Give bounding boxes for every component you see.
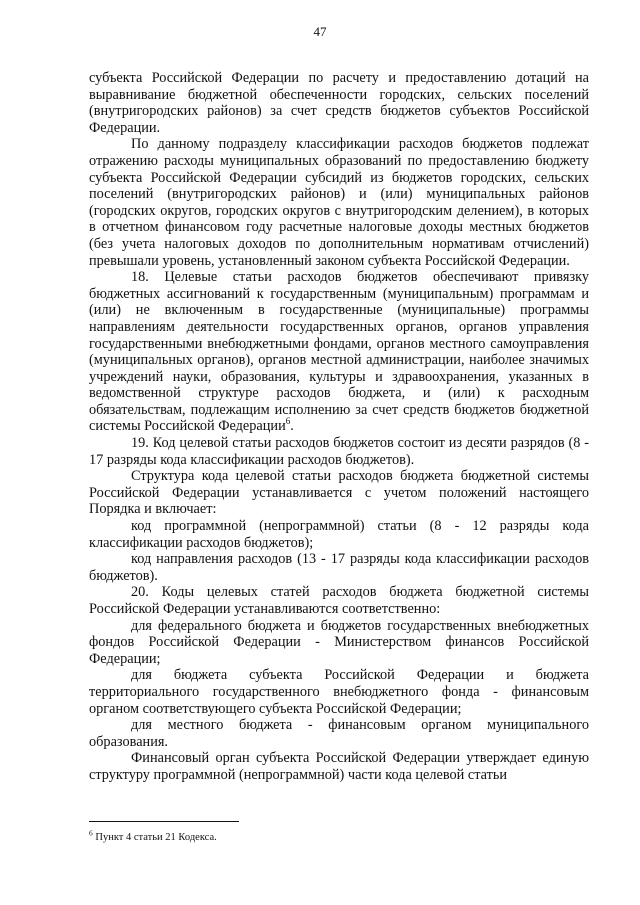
paragraph: код направления расходов (13 - 17 разряды кода классификации расходов бюджетов). — [89, 551, 589, 584]
paragraph: код программной (непрограммной) статьи (8 - 12 разряды кода классификации расходов бюджетов); — [89, 518, 589, 551]
paragraph: для федерального бюджета и бюджетов государственных внебюджетных фондов Российской Федерации - Министерством финансов Российской Федерации; — [89, 617, 589, 667]
paragraph: для бюджета субъекта Российской Федерации и бюджета территориального государственного внебюджетного фонда - финансовым органом соответствующего субъекта Российской Федерации; — [89, 667, 589, 717]
footnote — [89, 828, 589, 844]
footnote-text: Пункт 4 статьи 21 Кодекса. — [92, 832, 217, 843]
paragraph: По данному подразделу классификации расходов бюджетов подлежат отражению расходы муниципальных образований по предоставлению бюджету субъекта Российской Федерации субсидий из бюджетов городских, сельских поселений (внутригородских районов) и (или) муниципальных районов (городских округов, городских округов с внутригородским делением), в которых в отчетном финансовом году расчетные налоговые доходы местных бюджетов (без учета налоговых доходов по дополнительным нормативам отчислений) превышали уровень, установленный законом субъекта Российской Федерации. — [89, 136, 589, 269]
page-number: 47 — [313, 24, 327, 39]
footnote-divider — [89, 821, 239, 822]
paragraph: 18. Целевые статьи расходов бюджетов обеспечивают привязку бюджетных ассигнований к государственным (муниципальным) программам и (или) не включенным в государственные (муниципальные) программы направлениям деятельности государственных органов, органов управления государственными внебюджетными фондами, органов местного самоуправления (муниципальных органов), органов местной администрации, наиболее значимых учреждений науки, образования, культуры и здравоохранения, указанных в ведомственной структуре расходов бюджета, и (или) к расходным обязательствам, подлежащим исполнению за счет средств бюджетов бюджетной системы Российской Федерации$^6$. — [89, 269, 589, 435]
body-text — [89, 70, 589, 784]
paragraph: Структура кода целевой статьи расходов бюджета бюджетной системы Российской Федерации устанавливается с учетом положений настоящего Порядка и включает: — [89, 468, 589, 518]
paragraph: 19. Код целевой статьи расходов бюджетов состоит из десяти разрядов (8 - 17 разряды кода классификации расходов бюджетов). — [89, 435, 589, 468]
paragraph: для местного бюджета - финансовым органом муниципального образования. — [89, 717, 589, 750]
footnote-reference: 6 — [285, 416, 291, 427]
footnote-number: 6 — [89, 828, 93, 838]
paragraph: Финансовый орган субъекта Российской Федерации утверждает единую структуру программной (непрограммной) части кода целевой статьи — [89, 750, 589, 783]
paragraph: 20. Коды целевых статей расходов бюджета бюджетной системы Российской Федерации устанавливаются соответственно: — [89, 584, 589, 617]
paragraph: субъекта Российской Федерации по расчету и предоставлению дотаций на выравнивание бюджетной обеспеченности городских, сельских поселений (внутригородских районов) за счет средств бюджетов субъектов Российской Федерации. — [89, 70, 589, 136]
